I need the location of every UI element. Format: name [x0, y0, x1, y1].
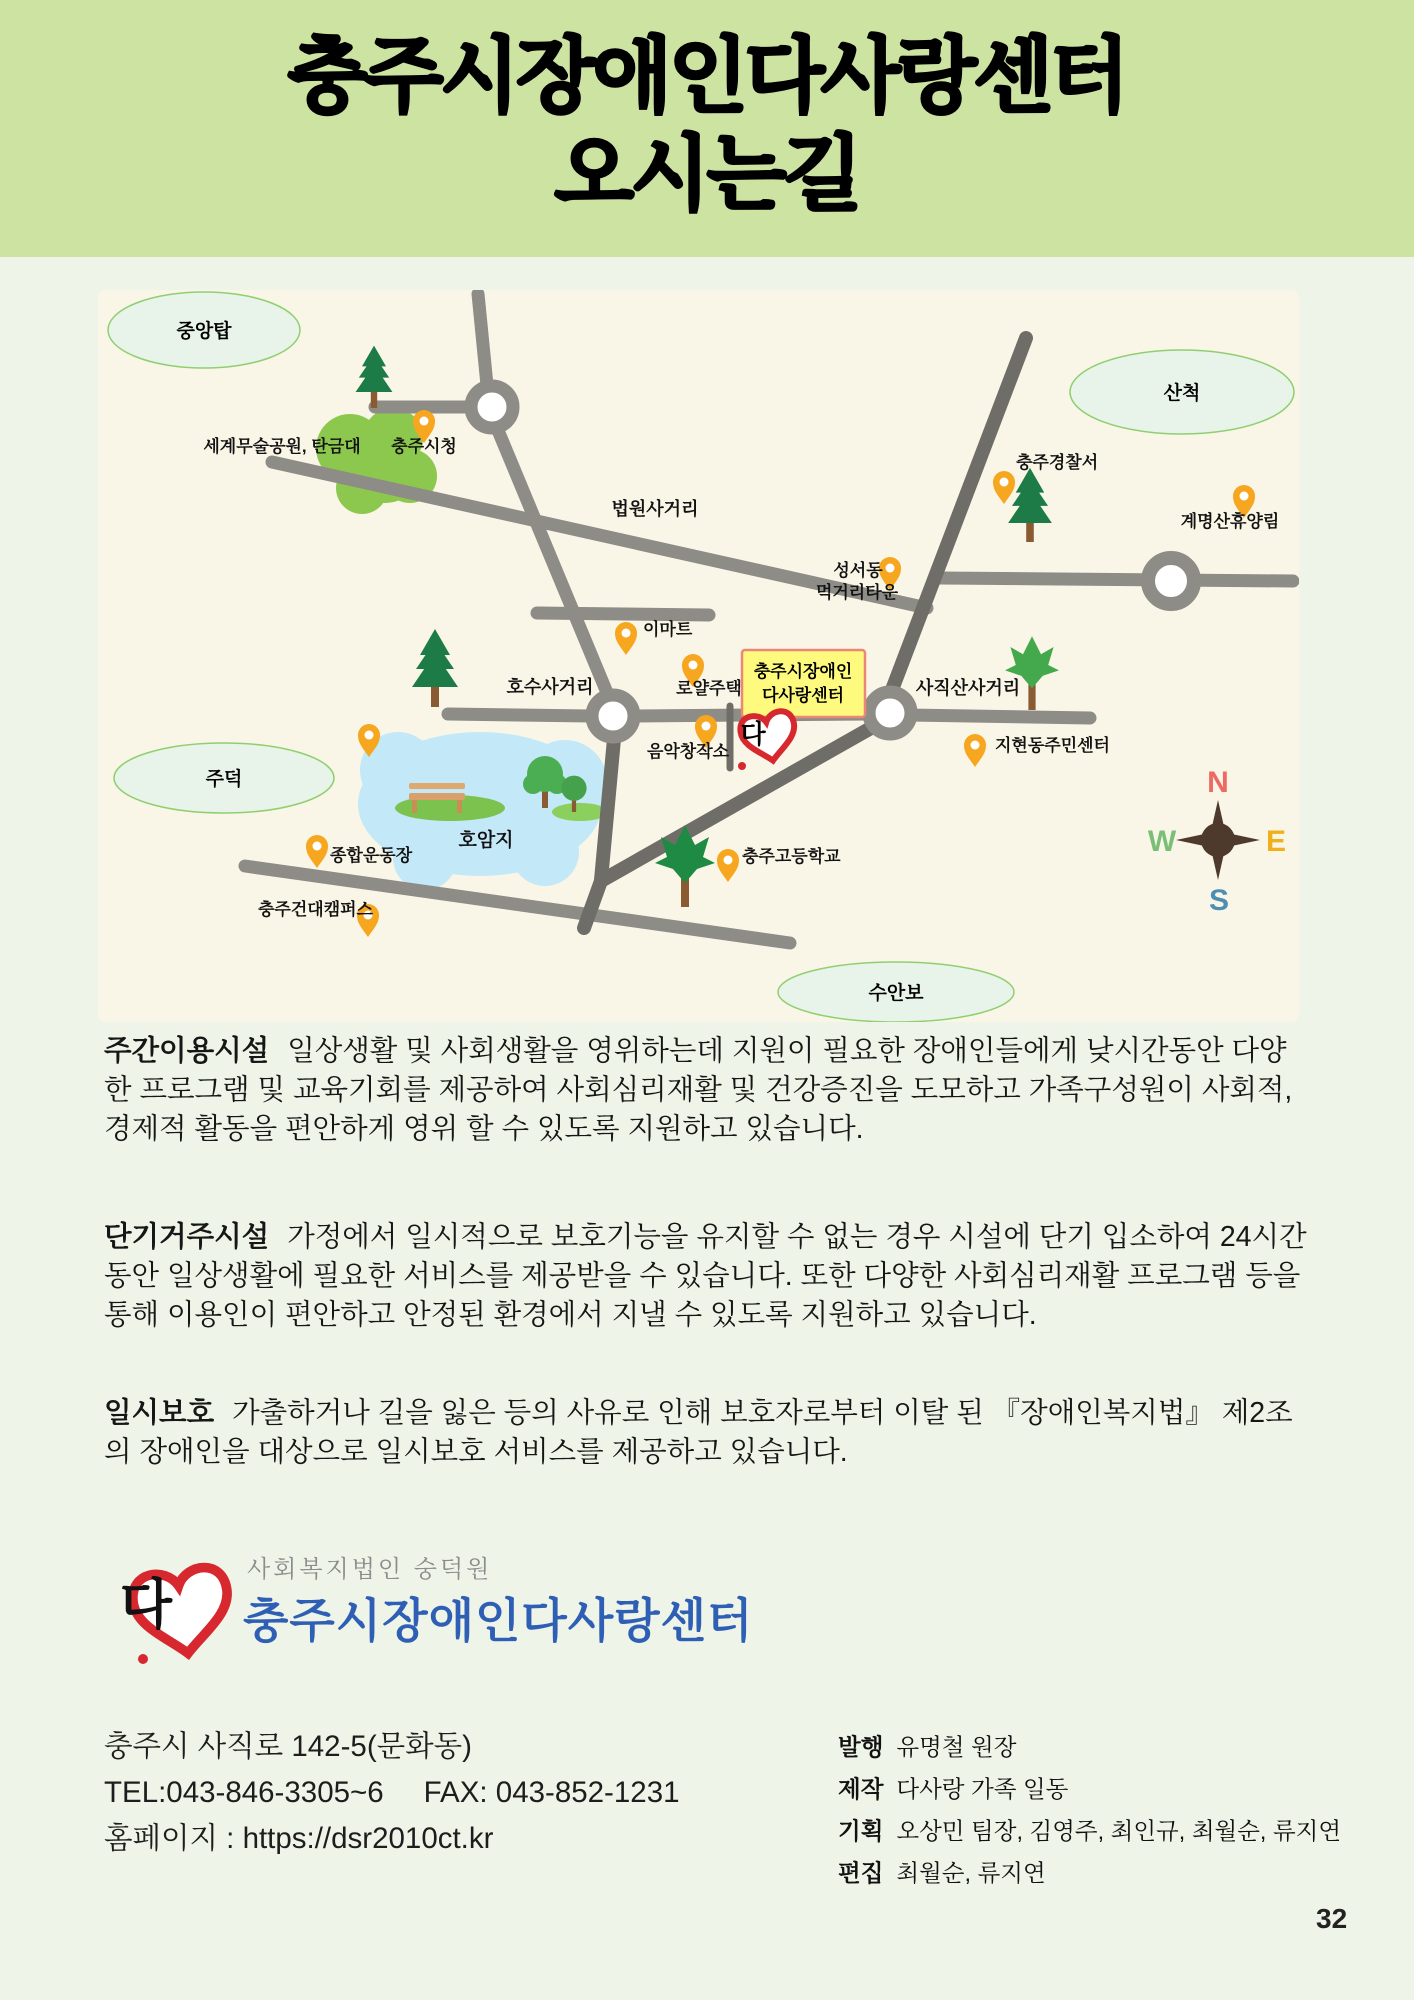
roundabout-east-icon [1148, 558, 1194, 604]
destination-box [742, 650, 865, 717]
label-royal: 로얄주택 [676, 679, 742, 698]
section-body: 가출하거나 길을 잃은 등의 사유로 인해 보호자로부터 이탈 된 『장애인복지법』 제2조의 장애인을 대상으로 일시보호 서비스를 제공하고 있습니다. [104, 1397, 1293, 1468]
contact-tel: TEL:043-846-3305~6 [104, 1776, 384, 1809]
label-park: 세계무술공원, 탄금대 [203, 437, 361, 456]
heart-dot [738, 762, 746, 770]
label-police: 충주경찰서 [1016, 453, 1099, 472]
credit-value: 오상민 팀장, 김영주, 최인규, 최월순, 류지연 [896, 1818, 1342, 1844]
section-body: 일상생활 및 사회생활을 영위하는데 지원이 필요한 장애인들에게 낮시간동안 다양한 프로그램 및 교육기회를 제공하여 사회심리재활 및 건강증진을 도모하고 가족구성원이 사회적, 경제적 활동을 편안하게 영위 할 수 있도록 지원하고 있습니다. [104, 1035, 1293, 1145]
section-temporary-care [104, 1394, 1314, 1472]
credits-block [838, 1726, 1341, 1894]
label-stadium: 종합운동장 [330, 846, 413, 865]
logo-org-name: 사회복지법인 숭덕원 [247, 1556, 493, 1583]
label-hosu: 호수사거리 [506, 677, 594, 697]
section-title: 주간이용시설 [104, 1035, 270, 1067]
compass-n: N [1207, 766, 1229, 799]
credit-label: 편집 [838, 1860, 884, 1886]
heart-marker-letter: 다 [740, 719, 766, 749]
credit-label: 제작 [838, 1776, 884, 1802]
credit-row [838, 1852, 1341, 1894]
org-logo [118, 1545, 238, 1680]
label-konkuk: 충주건대캠퍼스 [258, 900, 373, 919]
roundabout-icon [471, 386, 513, 428]
contact-address: 충주시 사직로 142-5(문화동) [104, 1730, 472, 1763]
page-title-line1: 충주시장애인다사랑센터 [287, 31, 1127, 122]
label-jungangtap: 중앙탑 [176, 321, 232, 342]
page-number: 32 [1316, 1903, 1348, 1934]
label-sancheok: 산척 [1163, 383, 1201, 404]
map-illustration [98, 290, 1299, 1022]
credit-value: 최월순, 류지연 [896, 1860, 1046, 1886]
lake-grass [552, 803, 608, 821]
section-body: 가정에서 일시적으로 보호기능을 유지할 수 없는 경우 시설에 단기 입소하여 24시간 동안 일상생활에 필요한 서비스를 제공받을 수 있습니다. 또한 다양한 사회심리재활 프로그램 등을 통해 이용인이 편안하고 안정된 환경에서 지낼 수 있도록 지원하고 있습니다. [104, 1221, 1307, 1331]
roundabout-hosu-icon [592, 695, 634, 737]
roundabout-sajiksan-icon [869, 692, 911, 734]
credit-row [838, 1726, 1341, 1768]
label-beobwon: 법원사거리 [611, 499, 699, 519]
credit-value: 유명철 원장 [896, 1734, 1017, 1760]
logo-center-name: 충주시장애인다사랑센터 [243, 1594, 754, 1647]
label-hoamji: 호암지 [458, 830, 514, 851]
label-meokgeori: 먹거리타운 [815, 583, 899, 602]
section-title: 일시보호 [104, 1397, 215, 1429]
contact-homepage: 홈페이지 : https://dsr2010ct.kr [104, 1822, 494, 1855]
compass-s: S [1208, 884, 1230, 917]
credit-label: 발행 [838, 1734, 884, 1760]
label-juduk: 주덕 [205, 769, 243, 790]
label-jihyeon: 지현동주민센터 [995, 736, 1110, 755]
heart-dot [138, 1654, 148, 1664]
credit-value: 다사랑 가족 일동 [896, 1776, 1069, 1802]
page-title-line2: 오시는길 [554, 129, 860, 220]
credit-row [838, 1810, 1341, 1852]
section-short-stay [104, 1218, 1314, 1335]
page-header [0, 0, 1414, 257]
label-highschool: 충주고등학교 [742, 847, 841, 866]
credit-label: 기획 [838, 1818, 884, 1844]
contact-info [104, 1724, 680, 1862]
label-suanbo: 수안보 [868, 983, 924, 1004]
label-emart: 이마트 [643, 620, 693, 639]
credit-row [838, 1768, 1341, 1810]
compass-e: E [1265, 825, 1287, 858]
label-eumak: 음악창작소 [646, 742, 730, 761]
label-gyemyeongsan: 계명산휴양림 [1180, 512, 1280, 531]
label-cityhall: 충주시청 [391, 437, 457, 456]
logo-letter: 다 [119, 1575, 173, 1635]
destination-box-line1: 충주시장애인 [753, 662, 853, 681]
org-logo-graphic [118, 1545, 238, 1675]
contact-fax: FAX: 043-852-1231 [423, 1776, 680, 1809]
compass-w: W [1147, 825, 1177, 858]
label-sajiksan: 사직산사거리 [915, 678, 1021, 698]
destination-box-line2: 다사랑센터 [761, 686, 845, 705]
directions-map [98, 290, 1299, 1022]
label-seongseodong: 성서동 [833, 561, 883, 580]
section-day-facility [104, 1032, 1314, 1149]
section-title: 단기거주시설 [104, 1221, 270, 1253]
